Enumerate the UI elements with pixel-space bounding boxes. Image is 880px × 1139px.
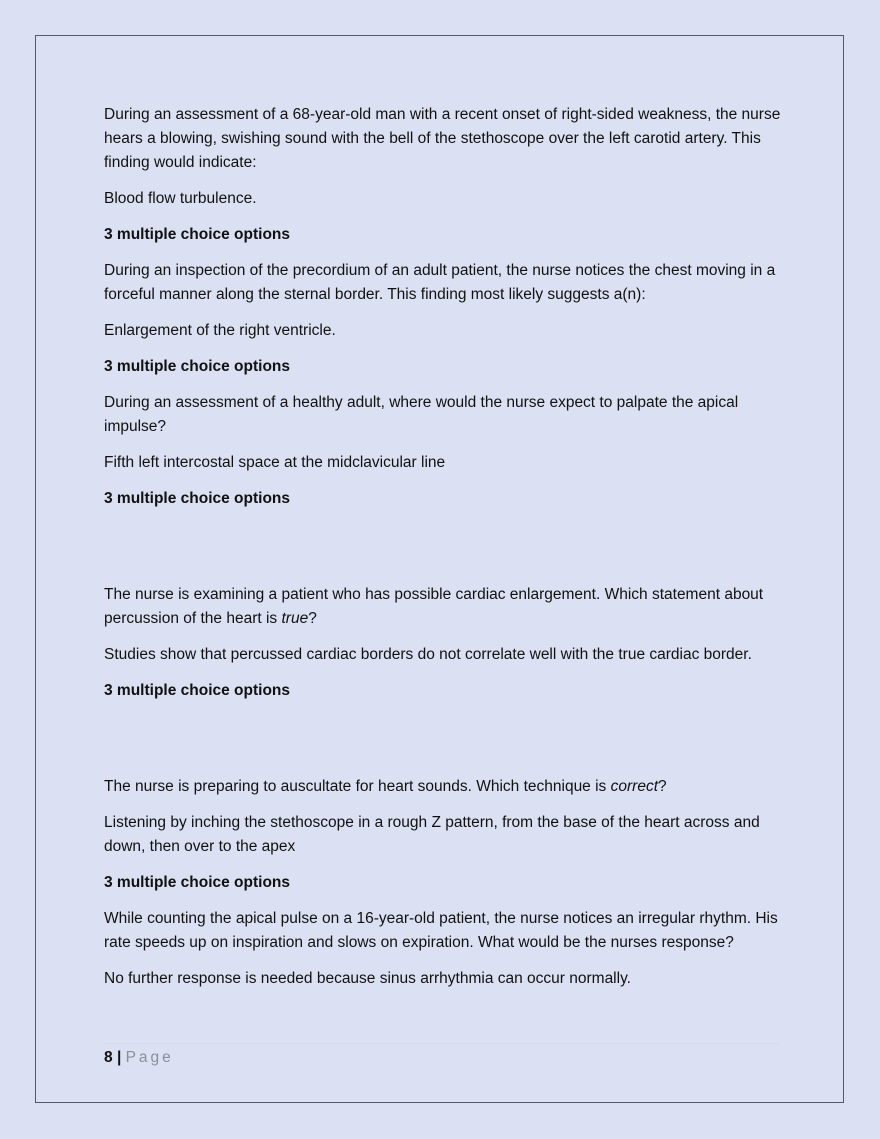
question-text: During an assessment of a 68-year-old man with a recent onset of right-sided weakness, the nurse hears a blowing, swishing sound with the bell of the stethoscope over the left carotid artery. This finding would indicate: (104, 106, 781, 171)
question-emphasis: correct (610, 778, 658, 795)
page-label: Page (125, 1049, 174, 1066)
answer-text: Studies show that percussed cardiac borders do not correlate well with the true cardiac border. (104, 646, 752, 663)
answer-text: Listening by inching the stethoscope in a rough Z pattern, from the base of the heart across and down, then over to the apex (104, 814, 760, 855)
question-text-part: The nurse is examining a patient who has possible cardiac enlargement. Which statement about percussion of the heart is (104, 586, 764, 627)
page-number: 8 (104, 1049, 113, 1066)
options-note: 3 multiple choice options (104, 874, 291, 891)
question-text: During an inspection of the precordium of an adult patient, the nurse notices the chest moving in a forceful manner along the sternal border. This finding most likely suggests a(n): (104, 262, 776, 303)
question-text (104, 775, 784, 799)
options-note: 3 multiple choice options (104, 358, 291, 375)
options-note: 3 multiple choice options (104, 682, 291, 699)
answer-text: Fifth left intercostal space at the midclavicular line (104, 454, 446, 471)
question-text-part: ? (658, 778, 667, 795)
footer-separator: | (116, 1049, 122, 1066)
question-text: While counting the apical pulse on a 16-year-old patient, the nurse notices an irregular rhythm. His rate speeds up on inspiration and slows on expiration. What would be the nurses response? (104, 910, 778, 951)
options-note: 3 multiple choice options (104, 490, 291, 507)
question-text (104, 583, 784, 631)
question-text: During an assessment of a healthy adult, where would the nurse expect to palpate the apical impulse? (104, 394, 739, 435)
question-text-part: ? (308, 610, 317, 627)
options-note: 3 multiple choice options (104, 226, 291, 243)
page-footer (104, 1043, 779, 1070)
document-body (104, 103, 784, 1003)
question-text-part: The nurse is preparing to auscultate for heart sounds. Which technique is (104, 778, 611, 795)
answer-text: Enlargement of the right ventricle. (104, 322, 336, 339)
answer-text: Blood flow turbulence. (104, 190, 257, 207)
question-emphasis: true (281, 610, 309, 627)
answer-text: No further response is needed because sinus arrhythmia can occur normally. (104, 970, 631, 987)
